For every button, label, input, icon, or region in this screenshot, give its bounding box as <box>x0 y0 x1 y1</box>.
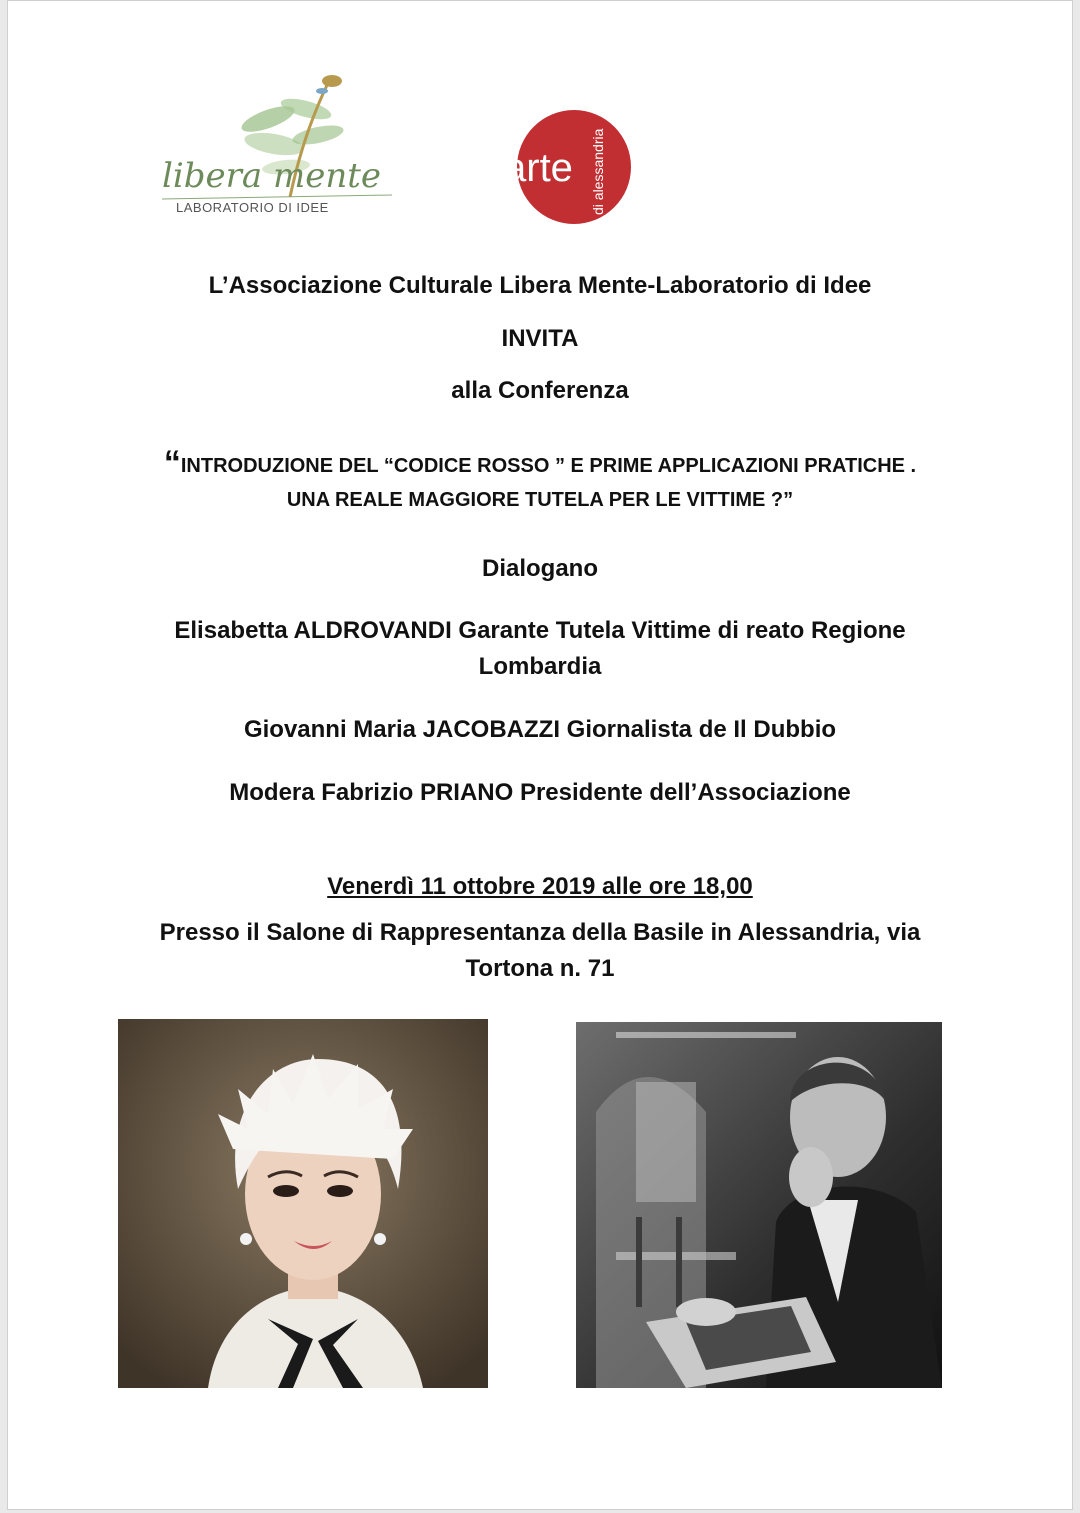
invita-heading: INVITA <box>501 325 579 352</box>
open-quote: “ <box>163 444 181 482</box>
title-line1-text: INTRODUZIONE DEL “CODICE ROSSO ” E PRIME APPLICAZIONI PRATICHE . <box>180 455 917 477</box>
venue-line1: Presso il Salone di Rappresentanza della Basile in Alessandria, via <box>159 919 921 946</box>
moderator-line: Modera Fabrizio PRIANO Presidente dell’Associazione <box>229 779 851 806</box>
speaker-1-line2: Lombardia <box>478 653 602 680</box>
libera-mente-tagline: LABORATORIO DI IDEE <box>176 200 329 215</box>
speaker-1-line1: Elisabetta ALDROVANDI Garante Tutela Vittime di reato Regione <box>174 617 906 644</box>
conference-label: alla Conferenza <box>451 377 629 404</box>
arte-logo-main: arte <box>504 146 573 190</box>
libera-mente-logo <box>156 69 396 219</box>
arte-logo-sub: di alessandria <box>590 128 606 215</box>
venue-line2: Tortona n. 71 <box>465 955 615 982</box>
date-time <box>8 869 1072 905</box>
conference-title-line2: UNA REALE MAGGIORE TUTELA PER LE VITTIME ?” <box>286 489 794 511</box>
association-line: L’Associazione Culturale Libera Mente-Laboratorio di Idee <box>208 272 872 299</box>
dialogue-label: Dialogano <box>481 555 598 582</box>
quill-leaf-icon <box>156 69 396 219</box>
date-time-text: Venerdì 11 ottobre 2019 alle ore 18,00 <box>327 873 753 900</box>
arte-alessandria-logo <box>502 109 640 227</box>
speaker-2-photo <box>576 1022 942 1388</box>
libera-mente-script: libera mente <box>162 156 382 196</box>
conference-title-line1 <box>8 445 1072 484</box>
speaker-2-line: Giovanni Maria JACOBAZZI Giornalista de Il Dubbio <box>243 716 837 743</box>
invitation-page <box>7 0 1073 1510</box>
speaker-1-photo <box>118 1019 488 1388</box>
